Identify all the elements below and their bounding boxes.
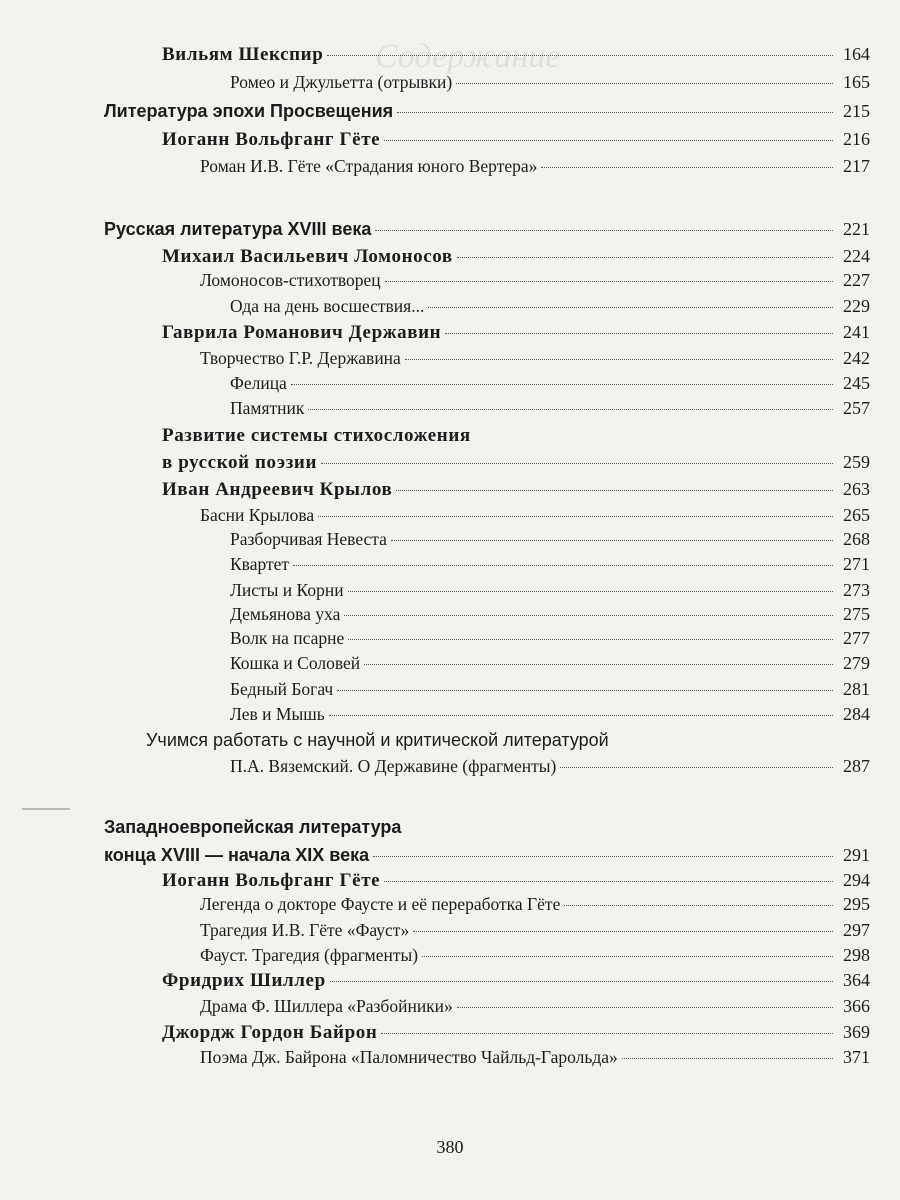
toc-entry (200, 996, 870, 1022)
toc-entry-title: Трагедия И.В. Гёте «Фауст» (200, 920, 410, 940)
toc-entry (200, 945, 870, 971)
dot-leader (364, 664, 833, 665)
toc-entry (146, 730, 870, 756)
dot-leader (564, 905, 833, 906)
toc-entry (230, 679, 870, 705)
toc-entry (230, 296, 870, 322)
dot-leader (348, 639, 833, 640)
toc-entry-title: Ода на день восшествия... (230, 296, 425, 316)
page-edge-mark (22, 808, 70, 810)
toc-entry-page-number: 281 (843, 679, 870, 699)
toc-entry-title: Демьянова уха (230, 604, 341, 624)
dot-leader (329, 715, 833, 716)
toc-entry-page-number: 271 (843, 554, 870, 574)
toc-entry-page-number: 217 (843, 156, 870, 176)
dot-leader (308, 409, 833, 410)
toc-entry-title: Ромео и Джульетта (отрывки) (230, 72, 453, 92)
toc-entry-page-number: 268 (843, 529, 870, 549)
toc-entry-title: Иоганн Вольфганг Гёте (162, 129, 381, 150)
bleed-through-text: Содержание (375, 38, 561, 75)
dot-leader (457, 1007, 833, 1008)
toc-entry-page-number: 224 (843, 246, 870, 266)
dot-leader (413, 931, 833, 932)
toc-entry (162, 129, 870, 155)
toc-entry-page-number: 369 (843, 1022, 870, 1042)
toc-entry-title: Фридрих Шиллер (162, 970, 326, 991)
toc-entry-title: Поэма Дж. Байрона «Паломничество Чайльд-Гарольда» (200, 1047, 618, 1067)
dot-leader (428, 307, 833, 308)
toc-entry-title: Разборчивая Невеста (230, 529, 387, 549)
toc-entry-title: Русская литература XVIII века (104, 219, 372, 239)
toc-entry-title: Лев и Мышь (230, 704, 325, 724)
dot-leader (330, 981, 833, 982)
toc-entry (104, 219, 870, 245)
dot-leader (321, 463, 833, 464)
toc-entry (200, 505, 870, 531)
toc-entry-page-number: 277 (843, 628, 870, 648)
toc-entry-title: Западноевропейская литература (104, 817, 402, 837)
toc-entry-title: Джордж Гордон Байрон (162, 1022, 378, 1043)
toc-entry-page-number: 221 (843, 219, 870, 239)
toc-entry-page-number: 297 (843, 920, 870, 940)
toc-entry (200, 270, 870, 296)
dot-leader (391, 540, 833, 541)
toc-entry-page-number: 227 (843, 270, 870, 290)
toc-entry-title: Памятник (230, 398, 305, 418)
toc-entry-title: Литература эпохи Просвещения (104, 101, 394, 121)
dot-leader (422, 956, 833, 957)
toc-entry-page-number: 295 (843, 894, 870, 914)
toc-entry (230, 529, 870, 555)
toc-entry-title: Учимся работать с научной и критической литературой (146, 730, 609, 750)
toc-entry-page-number: 242 (843, 348, 870, 368)
dot-leader (344, 615, 833, 616)
toc-entry-page-number: 263 (843, 479, 870, 499)
dot-leader (348, 591, 833, 592)
toc-entry-title: Иоганн Вольфганг Гёте (162, 870, 381, 891)
toc-entry (230, 653, 870, 679)
toc-entry-title: Фауст. Трагедия (фрагменты) (200, 945, 419, 965)
dot-leader (385, 281, 833, 282)
toc-entry (162, 246, 870, 272)
toc-entry-page-number: 284 (843, 704, 870, 724)
toc-entry-page-number: 164 (843, 44, 870, 64)
toc-entry-page-number: 241 (843, 322, 870, 342)
toc-entry-title: Развитие системы стихосложения (162, 425, 471, 446)
toc-entry (104, 817, 870, 843)
dot-leader (445, 333, 833, 334)
toc-entry-page-number: 216 (843, 129, 870, 149)
toc-entry-title: Волк на псарне (230, 628, 345, 648)
toc-entry-page-number: 259 (843, 452, 870, 472)
toc-entry (200, 920, 870, 946)
toc-entry (104, 101, 870, 127)
toc-entry (162, 322, 870, 348)
toc-entry (162, 479, 870, 505)
toc-entry-page-number: 229 (843, 296, 870, 316)
toc-entry-page-number: 298 (843, 945, 870, 965)
toc-entry-page-number: 273 (843, 580, 870, 600)
page-number: 380 (436, 1137, 464, 1157)
toc-entry-title: Иван Андреевич Крылов (162, 479, 393, 500)
toc-entry-title: Легенда о докторе Фаусте и её переработка Гёте (200, 894, 561, 914)
toc-entry (162, 870, 870, 896)
dot-leader (381, 1033, 833, 1034)
toc-entry-title: Кошка и Соловей (230, 653, 361, 673)
toc-entry-page-number: 257 (843, 398, 870, 418)
dot-leader (373, 856, 833, 857)
toc-entry-title: Фелица (230, 373, 287, 393)
dot-leader (327, 55, 833, 56)
toc-entry (230, 554, 870, 580)
toc-entry-title: Роман И.В. Гёте «Страдания юного Вертера» (200, 156, 538, 176)
toc-entry (230, 72, 870, 98)
toc-entry-page-number: 265 (843, 505, 870, 525)
toc-entry (162, 1022, 870, 1048)
toc-entry-page-number: 364 (843, 970, 870, 990)
toc-entry-page-number: 366 (843, 996, 870, 1016)
toc-entry (230, 604, 870, 630)
toc-entry-title: Ломоносов-стихотворец (200, 270, 381, 290)
toc-entry (162, 425, 870, 451)
dot-leader (456, 83, 833, 84)
toc-entry-page-number: 165 (843, 72, 870, 92)
toc-entry-title: конца XVIII — начала XIX века (104, 845, 370, 865)
toc-entry-title: Бедный Богач (230, 679, 334, 699)
toc-entry-title: П.А. Вяземский. О Державине (фрагменты) (230, 756, 557, 776)
dot-leader (291, 384, 833, 385)
toc-entry (200, 894, 870, 920)
toc-entry (162, 970, 870, 996)
dot-leader (622, 1058, 833, 1059)
toc-entry-title: Басни Крылова (200, 505, 315, 525)
dot-leader (397, 112, 833, 113)
dot-leader (560, 767, 833, 768)
toc-entry (200, 348, 870, 374)
toc-entry (200, 156, 870, 182)
dot-leader (318, 516, 833, 517)
dot-leader (457, 257, 833, 258)
toc-entry (230, 756, 870, 782)
toc-entry (104, 845, 870, 871)
toc-entry-page-number: 215 (843, 101, 870, 121)
toc-entry-page-number: 291 (843, 845, 870, 865)
dot-leader (396, 490, 833, 491)
toc-entry-title: Гаврила Романович Державин (162, 322, 442, 343)
toc-entry-title: Квартет (230, 554, 290, 574)
dot-leader (405, 359, 833, 360)
toc-entry-title: Михаил Васильевич Ломоносов (162, 246, 453, 267)
toc-entry-page-number: 294 (843, 870, 870, 890)
toc-entry-page-number: 279 (843, 653, 870, 673)
toc-entry-page-number: 245 (843, 373, 870, 393)
toc-entry (162, 452, 870, 478)
dot-leader (384, 881, 833, 882)
dot-leader (337, 690, 833, 691)
dot-leader (293, 565, 833, 566)
toc-entry (230, 580, 870, 606)
toc-entry (200, 1047, 870, 1073)
toc-entry (230, 704, 870, 730)
dot-leader (375, 230, 833, 231)
toc-entry-title: Листы и Корни (230, 580, 344, 600)
toc-entry (230, 628, 870, 654)
dot-leader (384, 140, 833, 141)
toc-entry-title: Творчество Г.Р. Державина (200, 348, 401, 368)
toc-entry (230, 373, 870, 399)
toc-entry-page-number: 275 (843, 604, 870, 624)
toc-entry-title: Вильям Шекспир (162, 44, 324, 65)
toc-entry (230, 398, 870, 424)
toc-entry-page-number: 287 (843, 756, 870, 776)
toc-entry-page-number: 371 (843, 1047, 870, 1067)
dot-leader (541, 167, 833, 168)
toc-entry-title: Драма Ф. Шиллера «Разбойники» (200, 996, 453, 1016)
toc-entry-title: в русской поэзии (162, 452, 318, 473)
toc-entry (162, 44, 870, 70)
